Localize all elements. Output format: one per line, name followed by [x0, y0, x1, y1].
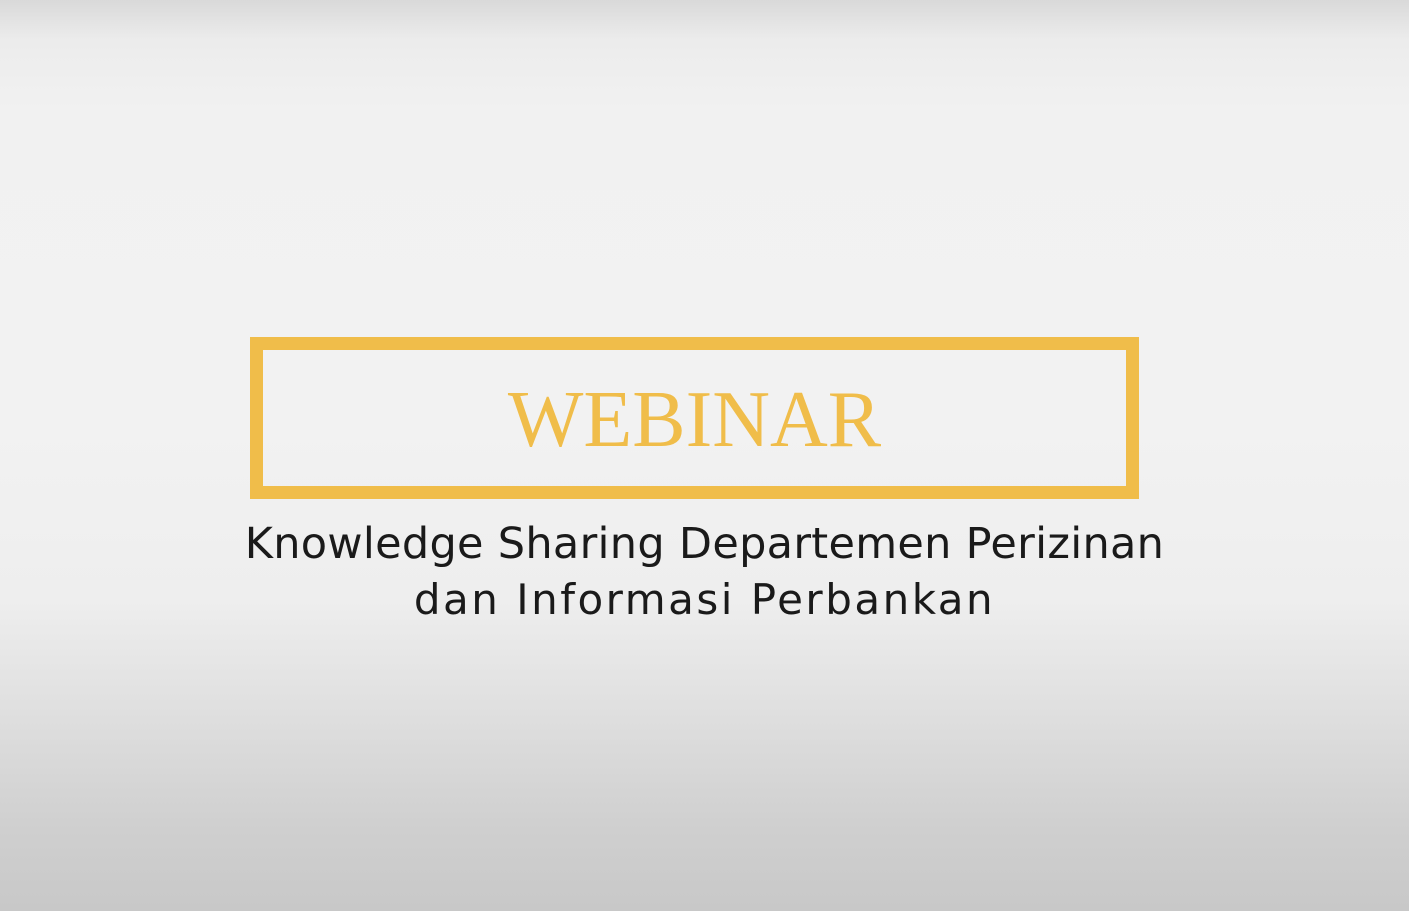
webinar-heading: WEBINAR [507, 376, 882, 464]
subtitle-line-2: dan Informasi Perbankan [413, 575, 996, 624]
heading-frame [250, 337, 1139, 499]
subtitle-line-1: Knowledge Sharing Departemen Perizinan [244, 519, 1165, 569]
